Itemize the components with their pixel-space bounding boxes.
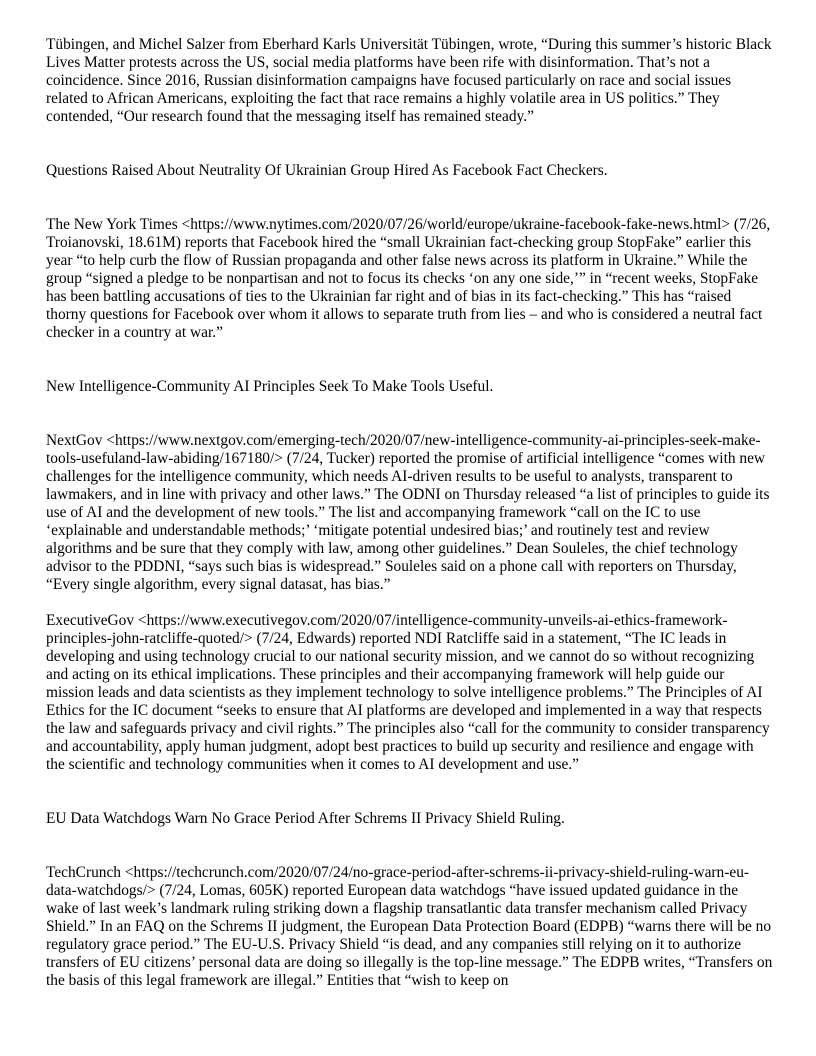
paragraph-executivegov-ai-ethics: ExecutiveGov <https://www.executivegov.com/2020/07/intelligence-community-unveils-ai-ethics-framework-principles-john-ratcliffe-quoted/> (7/24, Edwards) reported NDI Ratcliffe said in a statement, “The IC leads in developing and using technology crucial to our national security mission, and we cannot do so without recognizing and acting on its ethical implications. These principles and their accompanying framework will help guide our mission leads and data scientists as they implement technology to solve intelligence problems.” The Principles of AI Ethics for the IC document “seeks to ensure that AI platforms are developed and implemented in a way that respects the law and safeguards privacy and civil rights.” The principles also “call for the community to consider transparency and accountability, apply human judgment, adopt best practices to build up security and resilience and engage with the scientific and technology communities when it comes to AI development and use.”	[46, 612, 770, 773]
paragraph-techcrunch-schrems-ii: TechCrunch <https://techcrunch.com/2020/07/24/no-grace-period-after-schrems-ii-privacy-shield-ruling-warn-eu-data-watchdogs/> (7/24, Lomas, 605K) reported European data watchdogs “have issued updated guidance in the wake of last week’s landmark ruling striking down a flagship transatlantic data transfer mechanism called Privacy Shield.” In an FAQ on the Schrems II judgment, the European Data Protection Board (EDPB) “warns there will be no regulatory grace period.” The EU-U.S. Privacy Shield “is dead, and any companies still relying on it to authorize transfers of EU citizens’ personal data are doing so illegally is the top-line message.” The EDPB writes, “Transfers on the basis of this legal framework are illegal.” Entities that “wish to keep on	[46, 864, 773, 989]
headline-eu-data-watchdogs: EU Data Watchdogs Warn No Grace Period After Schrems II Privacy Shield Ruling.	[46, 810, 565, 827]
headline-ic-ai-principles: New Intelligence-Community AI Principles Seek To Make Tools Useful.	[46, 378, 494, 395]
document-page	[46, 36, 774, 990]
headline-ukrainian-fact-checkers: Questions Raised About Neutrality Of Ukrainian Group Hired As Facebook Fact Checkers.	[46, 162, 608, 179]
paragraph-nextgov-ai-principles: NextGov <https://www.nextgov.com/emerging-tech/2020/07/new-intelligence-community-ai-principles-seek-make-tools-usefuland-law-abiding/167180/> (7/24, Tucker) reported the promise of artificial intelligence “comes with new challenges for the intelligence community, which needs AI-driven results to be useful to analysts, transparent to lawmakers, and in line with privacy and other laws.” The ODNI on Thursday released “a list of principles to guide its use of AI and the development of new tools.” The list and accompanying framework “call on the IC to use ‘explainable and understandable methods;’ ‘mitigate potential undesired bias;’ and routinely test and review algorithms and be sure that they comply with law, among other guidelines.” Dean Souleles, the chief technology advisor to the PDDNI, “says such bias is widespread.” Souleles said on a phone call with reporters on Thursday, “Every single algorithm, every signal datasat, has bias.”	[46, 432, 770, 593]
paragraph-black-lives-matter-disinformation: Tübingen, and Michel Salzer from Eberhard Karls Universität Tübingen, wrote, “During this summer’s historic Black Lives Matter protests across the US, social media platforms have been rife with disinformation. That’s not a coincidence. Since 2016, Russian disinformation campaigns have focused particularly on race and social issues related to African Americans, exploiting the fact that race remains a highly volatile area in US politics.” They contended, “Our research found that the messaging itself has remained steady.”	[46, 36, 772, 125]
paragraph-nyt-stopfake: The New York Times <https://www.nytimes.com/2020/07/26/world/europe/ukraine-facebook-fake-news.html> (7/26, Troianovski, 18.61M) reports that Facebook hired the “small Ukrainian fact-checking group StopFake” earlier this year “to help curb the flow of Russian propaganda and other false news across its platform in Ukraine.” While the group “signed a pledge to be nonpartisan and not to focus its checks ‘on any one side,’” in “recent weeks, StopFake has been battling accusations of ties to the Ukrainian far right and of bias in its fact-checking.” This has “raised thorny questions for Facebook over whom it allows to separate truth from lies – and who is considered a neutral fact checker in a country at war.”	[46, 216, 771, 341]
